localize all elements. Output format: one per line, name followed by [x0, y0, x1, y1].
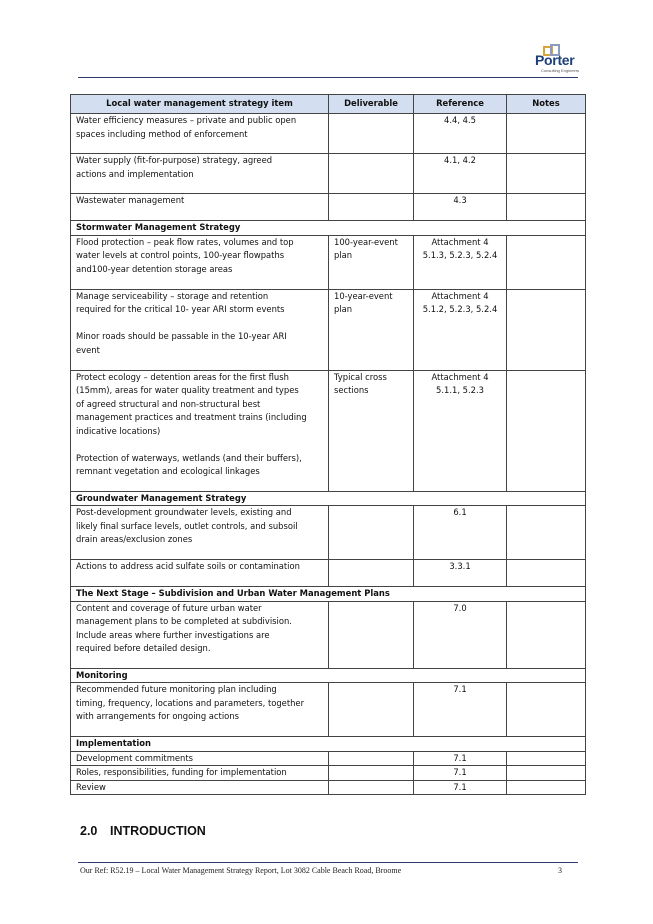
reference-cell [414, 506, 507, 560]
section-title-cell: Monitoring [71, 668, 586, 683]
item-cell [71, 289, 329, 370]
reference-cell-line: 4.1, 4.2 [444, 155, 476, 165]
table-row [71, 194, 586, 221]
reference-cell [414, 780, 507, 795]
porter-logo [533, 44, 581, 74]
section-number: 2.0 [80, 824, 98, 838]
reference-cell [414, 235, 507, 289]
item-cell [71, 601, 329, 668]
reference-cell [414, 194, 507, 221]
table-row [71, 601, 586, 668]
item-cell-line: Manage serviceability – storage and retention [76, 290, 269, 301]
deliverable-cell [329, 683, 414, 737]
item-cell-line: Roles, responsibilities, funding for implementation [76, 767, 287, 777]
item-cell-line: (15mm), areas for water quality treatment and types [76, 385, 299, 395]
notes-cell [507, 780, 586, 795]
reference-cell-line: 3.3.1 [449, 561, 471, 571]
item-cell-line: Flood protection – peak flow rates, volumes and top [76, 236, 294, 247]
reference-cell [414, 154, 507, 194]
section-title: INTRODUCTION [110, 824, 206, 838]
notes-cell [507, 114, 586, 154]
notes-cell [507, 766, 586, 781]
item-cell-line: Protect ecology – detention areas for the first flush [76, 371, 289, 382]
item-cell-line: actions and implementation [76, 168, 194, 179]
section-row [71, 737, 586, 752]
table-row [71, 289, 586, 370]
item-cell-line: Protection of waterways, wetlands (and their buffers), [76, 452, 302, 463]
deliverable-cell [329, 766, 414, 781]
item-cell-line: timing, frequency, locations and parameters, together [76, 697, 305, 708]
item-cell-line: Wastewater management [76, 195, 185, 205]
reference-cell [414, 683, 507, 737]
notes-cell [507, 370, 586, 491]
page-number: 3 [558, 866, 562, 875]
item-cell-line: Review [76, 781, 106, 792]
deliverable-cell-line: plan [334, 304, 353, 314]
reference-cell [414, 560, 507, 587]
column-header-deliverable: Deliverable [329, 95, 414, 114]
section-row [71, 668, 586, 683]
item-cell-line: Water supply (fit-for-purpose) strategy, agreed [76, 155, 273, 165]
item-cell-line: drain areas/exclusion zones [76, 534, 193, 544]
notes-cell [507, 683, 586, 737]
reference-cell [414, 289, 507, 370]
item-cell-line: Content and coverage of future urban water [76, 602, 262, 613]
item-cell-line: management practices and treatment trains (including [76, 412, 307, 422]
footer-reference: Our Ref: R52.19 – Local Water Management Strategy Report, Lot 3082 Cable Beach Road, Broome [80, 866, 402, 875]
section-row [71, 221, 586, 236]
reference-cell [414, 601, 507, 668]
deliverable-cell [329, 370, 414, 491]
item-cell-line: water levels at control points, 100-year flowpaths [76, 250, 285, 260]
item-cell [71, 751, 329, 766]
item-cell-line: spaces including method of enforcement [76, 128, 248, 139]
item-cell-line: required for the critical 10- year ARI storm events [76, 304, 285, 314]
reference-cell-line: 6.1 [453, 507, 467, 517]
logo-tagline: Consulting Engineers [541, 68, 580, 73]
reference-cell-line: 5.1.3, 5.2.3, 5.2.4 [422, 250, 498, 260]
reference-cell-line: 5.1.1, 5.2.3 [436, 385, 484, 395]
deliverable-cell [329, 506, 414, 560]
reference-cell-line: Attachment 4 [431, 371, 489, 382]
item-cell-line: of agreed structural and non-structural best [76, 398, 261, 409]
item-cell-line: Post-development groundwater levels, existing and [76, 507, 292, 517]
item-cell [71, 683, 329, 737]
deliverable-cell-line: sections [334, 385, 369, 395]
item-cell-line: event [76, 344, 100, 355]
item-cell [71, 235, 329, 289]
notes-cell [507, 154, 586, 194]
item-cell-line: Actions to address acid sulfate soils or contamination [76, 561, 300, 571]
section-title-cell: Implementation [71, 737, 586, 752]
section-row [71, 491, 586, 506]
item-cell-line: with arrangements for ongoing actions [76, 711, 239, 721]
deliverable-cell [329, 289, 414, 370]
notes-cell [507, 601, 586, 668]
table-header-row [71, 95, 586, 114]
reference-cell-line: Attachment 4 [431, 236, 489, 247]
item-cell [71, 114, 329, 154]
reference-cell [414, 766, 507, 781]
deliverable-cell [329, 560, 414, 587]
notes-cell [507, 560, 586, 587]
column-header-item: Local water management strategy item [71, 95, 329, 114]
item-cell [71, 154, 329, 194]
section-title-cell: Groundwater Management Strategy [71, 491, 586, 506]
item-cell-line: management plans to be completed at subdivision. [76, 616, 292, 626]
deliverable-cell-line: plan [334, 250, 353, 260]
deliverable-cell [329, 194, 414, 221]
item-cell [71, 370, 329, 491]
deliverable-cell [329, 601, 414, 668]
section-title-cell: Stormwater Management Strategy [71, 221, 586, 236]
table-body [71, 114, 586, 795]
column-header-reference: Reference [414, 95, 507, 114]
reference-cell-line: 4.3 [453, 195, 467, 205]
deliverable-cell [329, 780, 414, 795]
strategy-table [70, 94, 586, 795]
deliverable-cell-line: Typical cross [334, 371, 387, 382]
logo-wordmark: Porter [535, 52, 575, 68]
table-row [71, 370, 586, 491]
table-row [71, 235, 586, 289]
deliverable-cell-line: 100-year-event [334, 236, 398, 247]
item-cell [71, 194, 329, 221]
table-row [71, 114, 586, 154]
notes-cell [507, 289, 586, 370]
deliverable-cell-line: 10-year-event [334, 290, 393, 301]
reference-cell [414, 114, 507, 154]
reference-cell-line: 7.0 [453, 602, 467, 613]
item-cell-line: Water efficiency measures – private and public open [76, 115, 297, 125]
item-cell-line: Minor roads should be passable in the 10-year ARI [76, 331, 287, 341]
deliverable-cell [329, 154, 414, 194]
notes-cell [507, 751, 586, 766]
table-row [71, 780, 586, 795]
table-row [71, 751, 586, 766]
item-cell-line: Development commitments [76, 752, 193, 763]
notes-cell [507, 506, 586, 560]
table-row [71, 766, 586, 781]
item-cell-line: and100-year detention storage areas [76, 263, 233, 274]
table-row [71, 560, 586, 587]
item-cell-line: required before detailed design. [76, 643, 211, 653]
table-row [71, 683, 586, 737]
notes-cell [507, 235, 586, 289]
reference-cell-line: 7.1 [453, 767, 467, 777]
section-title-cell: The Next Stage – Subdivision and Urban Water Management Plans [71, 587, 586, 602]
reference-cell-line: 7.1 [453, 752, 467, 763]
reference-cell-line: 7.1 [453, 684, 467, 694]
column-header-notes: Notes [507, 95, 586, 114]
item-cell-line: likely final surface levels, outlet controls, and subsoil [76, 520, 298, 531]
item-cell-line: Include areas where further investigations are [76, 629, 270, 640]
reference-cell-line: 4.4, 4.5 [444, 115, 476, 125]
reference-cell-line: 7.1 [453, 781, 467, 792]
footer-rule [78, 862, 578, 863]
reference-cell-line: 5.1.2, 5.2.3, 5.2.4 [422, 304, 498, 314]
item-cell-line: indicative locations) [76, 425, 161, 436]
reference-cell-line: Attachment 4 [431, 290, 489, 301]
deliverable-cell [329, 751, 414, 766]
item-cell-line: Recommended future monitoring plan including [76, 684, 277, 694]
item-cell-line: remnant vegetation and ecological linkages [76, 466, 260, 476]
item-cell [71, 506, 329, 560]
deliverable-cell [329, 114, 414, 154]
reference-cell [414, 751, 507, 766]
section-row [71, 587, 586, 602]
notes-cell [507, 194, 586, 221]
header-rule [78, 77, 578, 78]
table-row [71, 154, 586, 194]
reference-cell [414, 370, 507, 491]
table-row [71, 506, 586, 560]
item-cell [71, 766, 329, 781]
section-heading [80, 824, 206, 838]
item-cell [71, 560, 329, 587]
deliverable-cell [329, 235, 414, 289]
item-cell [71, 780, 329, 795]
